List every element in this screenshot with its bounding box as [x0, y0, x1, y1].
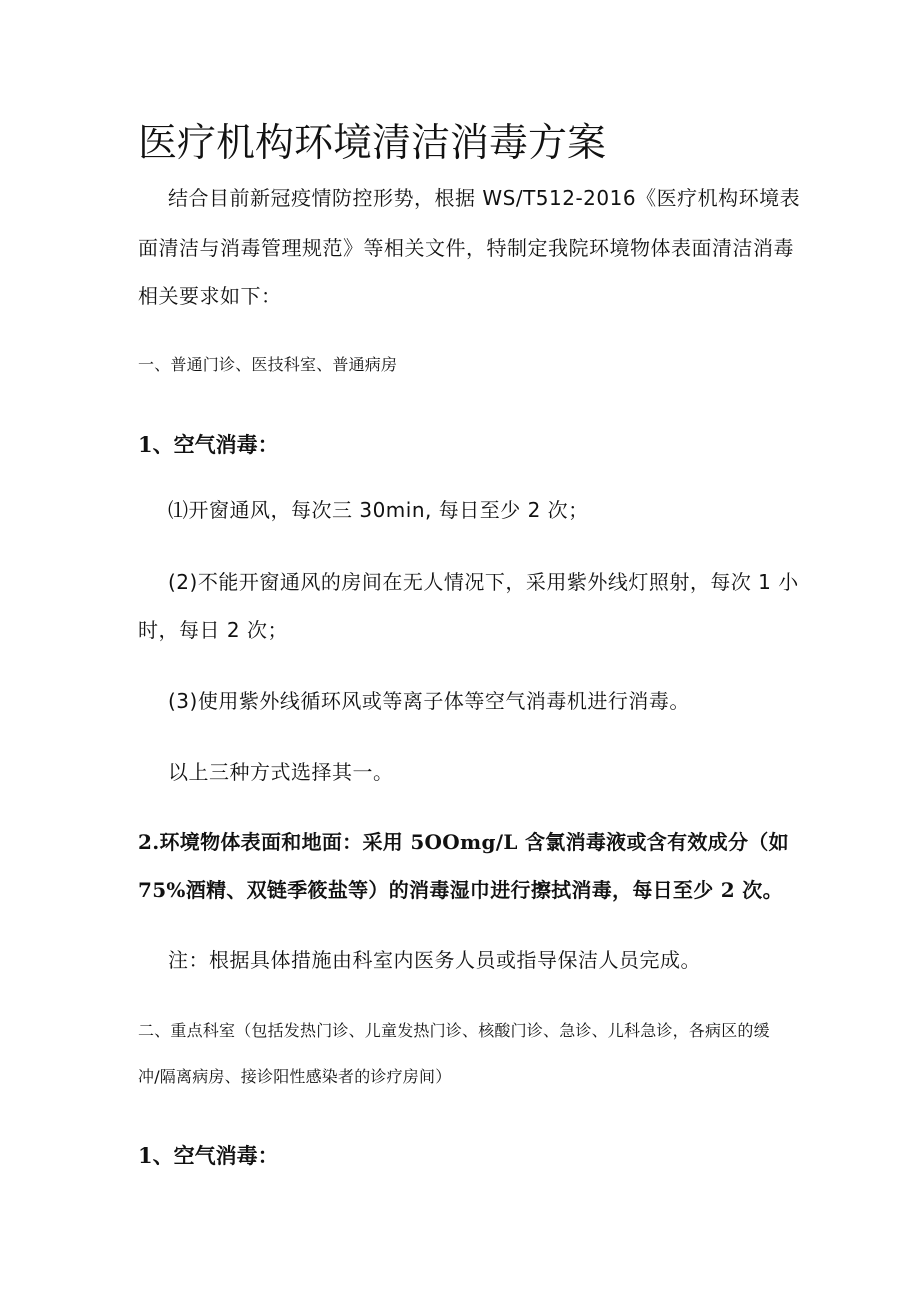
section-1-note: 注：根据具体措施由科室内医务人员或指导保洁人员完成。 [168, 948, 701, 972]
section-1-surface-line-2: 75%酒精、双链季筱盐等）的消毒湿巾进行擦拭消毒，每日至少 2 次。 [138, 878, 783, 902]
intro-line-3: 相关要求如下： [138, 284, 282, 308]
section-2-air-heading: 1、空气消毒： [138, 1143, 279, 1168]
intro-line-2: 面清洁与消毒管理规范》等相关文件，特制定我院环境物体表面清洁消毒 [138, 236, 794, 260]
section-1-item-3: (3)使用紫外线循环风或等离子体等空气消毒机进行消毒。 [168, 689, 690, 713]
section-2-heading-line-2: 冲/隔离病房、接诊阳性感染者的诊疗房间） [138, 1067, 452, 1086]
intro-line-1: 结合目前新冠疫情防控形势，根据 WS/T512-2016《医疗机构环境表 [168, 186, 801, 210]
document-title: 医疗机构环境清洁消毒方案 [138, 121, 607, 166]
section-1-choose-one: 以上三种方式选择其一。 [168, 760, 394, 784]
section-1-air-heading: 1、空气消毒： [138, 432, 279, 457]
section-2-heading-line-1: 二、重点科室（包括发热门诊、儿童发热门诊、核酸门诊、急诊、儿科急诊，各病区的缓 [138, 1021, 770, 1040]
section-1-item-2-line-1: (2)不能开窗通风的房间在无人情况下，采用紫外线灯照射，每次 1 小 [168, 570, 799, 594]
section-1-heading: 一、普通门诊、医技科室、普通病房 [138, 355, 398, 374]
section-1-item-1: ⑴开窗通风，每次三 30min, 每日至少 2 次； [168, 498, 589, 522]
section-1-item-2-line-2: 时，每日 2 次； [138, 618, 288, 642]
section-1-surface-line-1: 2.环境物体表面和地面：采用 5OOmg/L 含氯消毒液或含有效成分（如 [138, 830, 789, 854]
